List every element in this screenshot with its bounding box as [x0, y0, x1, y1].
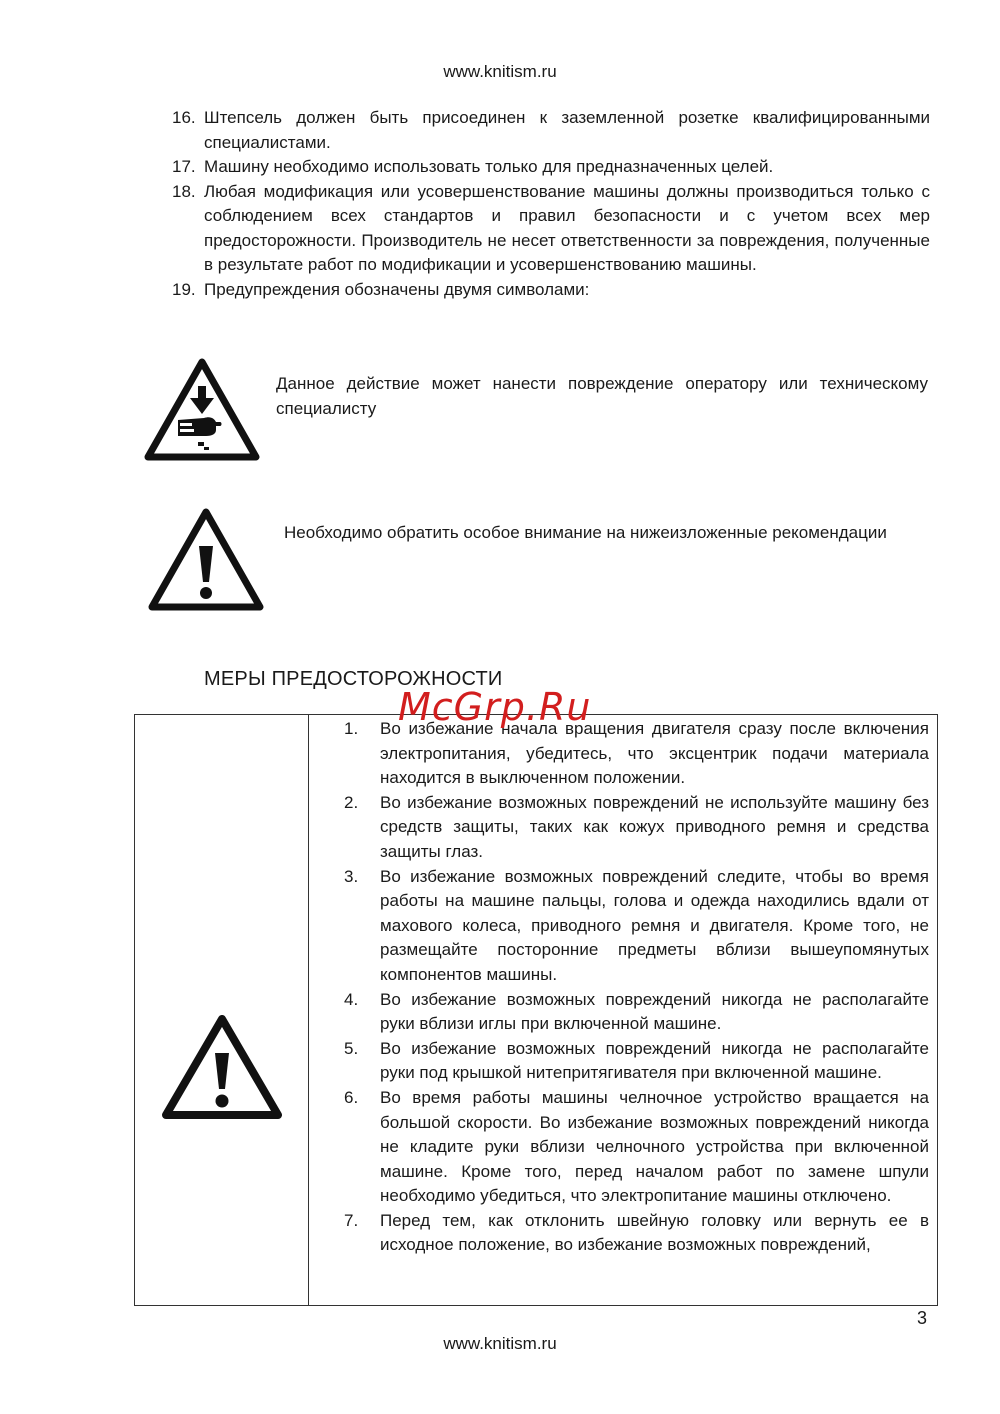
hand-crush-warning-icon [144, 358, 260, 462]
list-item [344, 865, 929, 988]
section-title: МЕРЫ ПРЕДОСТОРОЖНОСТИ [204, 668, 503, 690]
list-item-text: Машину необходимо использовать только для предназначенных целей. [204, 157, 774, 176]
list-item-text: Во избежание начала вращения двигателя сразу после включения электропитания, убедитесь, что эксцентрик подачи материала находится в выключенном положении. [380, 719, 929, 788]
list-item-number: 4. [344, 989, 359, 1009]
header-url: www.knitism.ru [443, 62, 557, 81]
list-item [344, 1209, 929, 1258]
list-item [344, 1037, 929, 1086]
list-item [172, 278, 930, 303]
page-number: 3 [917, 1308, 928, 1328]
list-item [344, 1086, 929, 1209]
precautions-list [344, 717, 929, 1258]
exclamation-warning-icon [148, 508, 264, 612]
list-item-number: 6. [344, 1087, 359, 1107]
footer-url: www.knitism.ru [443, 1334, 557, 1353]
list-item-text: Во избежание возможных повреждений следите, чтобы во время работы на машине пальцы, голова и одежда находились вдали от махового колеса, приводного ремня и двигателя. Кроме того, не размещайте посторонние предметы вблизи вышеупомянутых компонентов машины. [380, 866, 929, 984]
list-item [344, 988, 929, 1037]
list-item-text: Во избежание возможных повреждений никогда не располагайте руки вблизи иглы при включенной машине. [380, 989, 929, 1034]
list-item-number: 1. [344, 719, 359, 738]
list-item-text: Штепсель должен быть присоединен к заземленной розетке квалифицированными специалистами. [204, 108, 930, 152]
list-item [172, 106, 930, 155]
list-item [172, 180, 930, 278]
list-item-text: Перед тем, как отклонить швейную головку или вернуть ее в исходное положение, во избежание возможных повреждений, [380, 1210, 929, 1255]
list-item-number: 17. [172, 157, 196, 176]
list-item-number: 2. [344, 792, 359, 812]
exclamation-warning-icon [162, 1015, 282, 1121]
list-item-text: Предупреждения обозначены двумя символами: [204, 279, 590, 299]
symbol-description: Данное действие может нанести повреждение оператору или техническому специалисту [276, 374, 928, 418]
list-item-text: Во избежание возможных повреждений никогда не располагайте руки под крышкой нитепритягивателя при включенной машине. [380, 1038, 929, 1083]
list-item-text: Во время работы машины челночное устройство вращается на большой скорости. Во избежание возможных повреждений никогда не кладите руки вблизи челночного устройства при включенной машине. Кроме того, перед началом работ по замене шпули необходимо убедиться, что электропитание машины отключено. [380, 1087, 929, 1206]
list-item-text: Любая модификация или усовершенствование машины должны производиться только с соблюдением всех стандартов и правил безопасности и с учетом всех мер предосторожности. Производитель не несет ответственности за повреждения, полученные в результате работ по модификации и усовершенствованию машины. [204, 181, 930, 274]
list-item [172, 155, 930, 180]
list-item [344, 791, 929, 865]
list-item-number: 19. [172, 279, 196, 299]
watermark: McGrp.Ru [398, 685, 592, 729]
list-item-number: 3. [344, 866, 359, 886]
list-item-number: 18. [172, 181, 196, 201]
symbol-description: Необходимо обратить особое внимание на нижеизложенные рекомендации [284, 523, 887, 542]
list-item-number: 5. [344, 1038, 359, 1058]
table-divider [308, 714, 309, 1306]
list-item-text: Во избежание возможных повреждений не используйте машину без средств защиты, таких как кожух приводного ремня и средства защиты глаз. [380, 792, 929, 861]
safety-rules-list [172, 106, 930, 302]
list-item-number: 16. [172, 108, 196, 127]
list-item-number: 7. [344, 1210, 359, 1230]
